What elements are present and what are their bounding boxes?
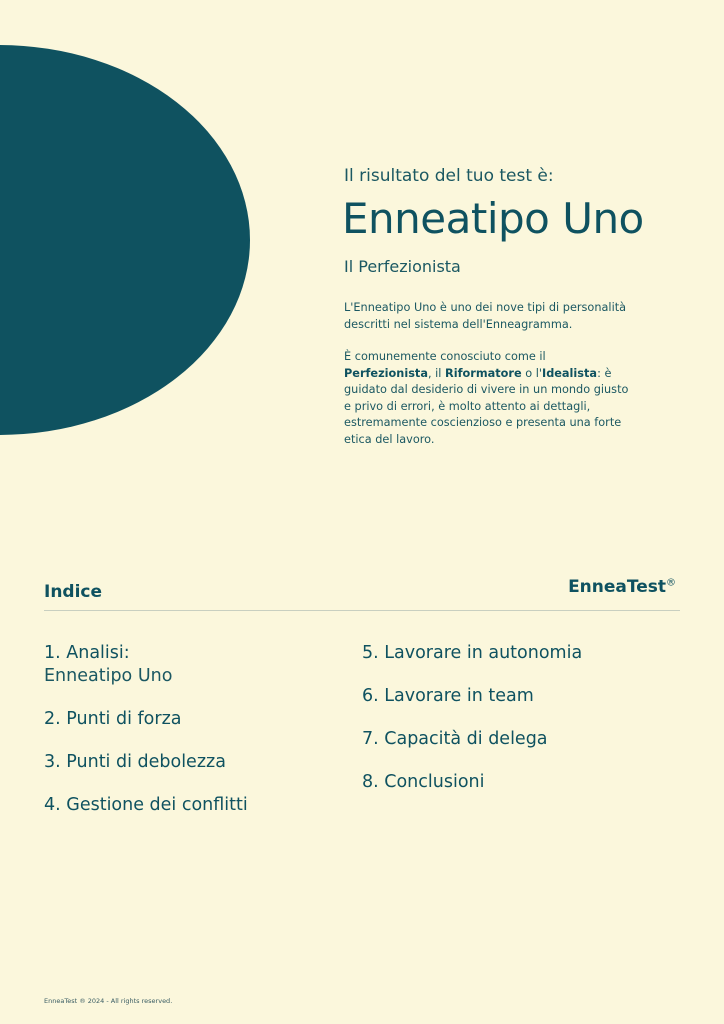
description-paragraph-1: L'Enneatipo Uno è uno dei nove tipi di personalità descritti nel sistema dell'Enneagramma. xyxy=(344,301,627,331)
index-header xyxy=(44,577,680,611)
desc-text: o l' xyxy=(521,366,542,380)
index-column-left xyxy=(44,642,344,837)
persona-subtitle: Il Perfezionista xyxy=(344,257,461,276)
index-item[interactable]: 7. Capacità di delega xyxy=(362,729,548,749)
index-item[interactable] xyxy=(44,642,344,688)
logo-text: EnneaTest xyxy=(568,577,666,597)
hero-section xyxy=(344,166,644,464)
footer-copyright: EnneaTest ® 2024 - All rights reserved. xyxy=(44,997,173,1005)
index-item[interactable]: 4. Gestione dei conflitti xyxy=(44,795,248,815)
index-item-sublabel: Enneatipo Uno xyxy=(44,666,173,686)
index-item[interactable]: 8. Conclusioni xyxy=(362,772,485,792)
desc-text: È comunemente conosciuto come il xyxy=(344,350,546,363)
desc-bold-perfezionista: Perfezionista xyxy=(344,366,428,380)
index-title: Indice xyxy=(44,582,103,602)
index-item-label: 1. Analisi: xyxy=(44,643,130,663)
description-paragraph-2 xyxy=(344,349,634,448)
index-item[interactable]: 6. Lavorare in team xyxy=(362,686,534,706)
desc-text: : è guidato dal desiderio di vivere in un mondo giusto e privo di errori, è molto attento ai dettagli, estremamente coscienzioso e presenta una forte etica del lavoro. xyxy=(344,366,629,446)
desc-bold-idealista: Idealista xyxy=(541,366,598,380)
index-column-right xyxy=(362,642,682,814)
cover-circle xyxy=(0,45,250,435)
index-item[interactable]: 5. Lavorare in autonomia xyxy=(362,643,583,663)
brand-logo xyxy=(568,577,676,597)
desc-text: , il xyxy=(427,366,446,380)
result-intro: Il risultato del tuo test è: xyxy=(344,166,554,186)
registered-mark: ® xyxy=(666,577,676,589)
description xyxy=(344,300,634,448)
index-item[interactable]: 2. Punti di forza xyxy=(44,709,182,729)
index-item[interactable]: 3. Punti di debolezza xyxy=(44,752,226,772)
page-title: Enneatipo Uno xyxy=(342,194,644,243)
desc-bold-riformatore: Riformatore xyxy=(445,366,522,380)
